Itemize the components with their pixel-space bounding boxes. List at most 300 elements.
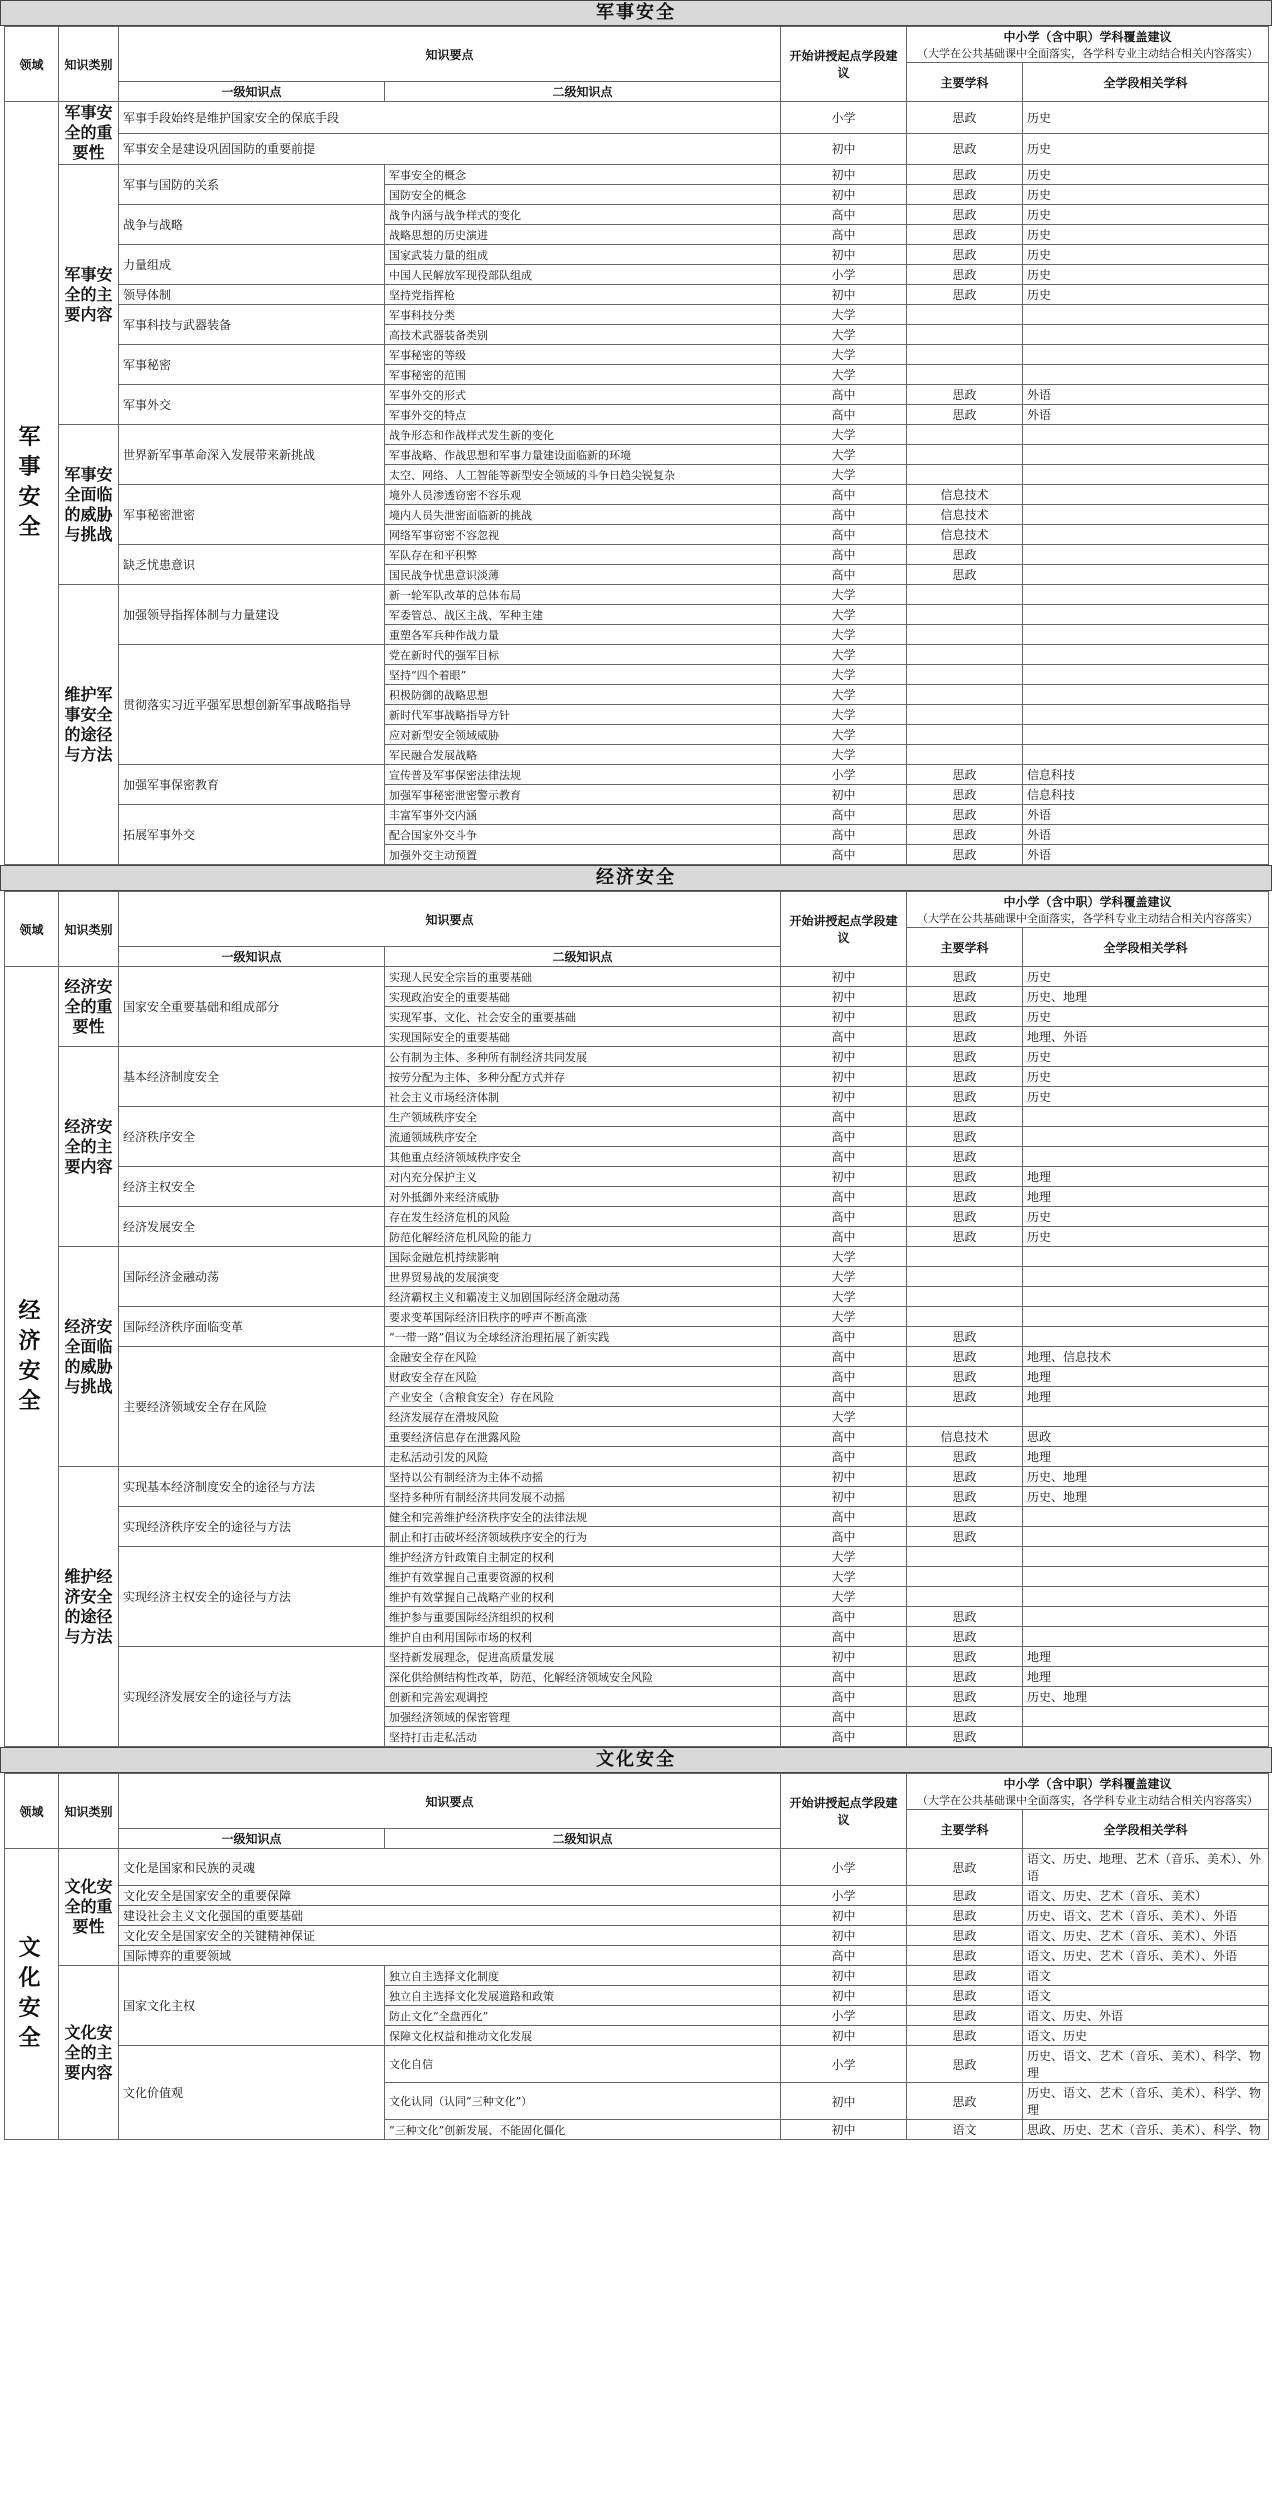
main-subject xyxy=(907,685,1023,705)
level2-point: 世界贸易战的发展演变 xyxy=(385,1267,781,1287)
start-stage: 小学 xyxy=(781,265,907,285)
table-row xyxy=(5,1307,1269,1327)
table-row xyxy=(5,345,1269,365)
related-subjects: 历史、语文、艺术（音乐、美术）、科学、物理 xyxy=(1023,2046,1269,2083)
level1-point: 文化安全是国家安全的重要保障 xyxy=(119,1886,781,1906)
start-stage: 大学 xyxy=(781,305,907,325)
header-level1: 一级知识点 xyxy=(119,1829,385,1849)
main-subject: 思政 xyxy=(907,805,1023,825)
level2-point: 其他重点经济领域秩序安全 xyxy=(385,1147,781,1167)
start-stage: 大学 xyxy=(781,1247,907,1267)
related-subjects: 语文、历史、地理、艺术（音乐、美术）、外语 xyxy=(1023,1849,1269,1886)
related-subjects: 语文 xyxy=(1023,1966,1269,1986)
level2-point: 按劳分配为主体、多种分配方式并存 xyxy=(385,1067,781,1087)
start-stage: 高中 xyxy=(781,1327,907,1347)
main-subject: 思政 xyxy=(907,987,1023,1007)
related-subjects xyxy=(1023,365,1269,385)
section-title: 经济安全 xyxy=(0,865,1272,891)
level2-point: 维护自由利用国际市场的权利 xyxy=(385,1627,781,1647)
related-subjects xyxy=(1023,325,1269,345)
level2-point: 独立自主选择文化制度 xyxy=(385,1966,781,1986)
level2-point: “一带一路”倡议为全球经济治理拓展了新实践 xyxy=(385,1327,781,1347)
related-subjects: 历史 xyxy=(1023,205,1269,225)
start-stage: 初中 xyxy=(781,2083,907,2120)
header-category: 知识类别 xyxy=(59,27,119,102)
level2-point: 军民融合发展战略 xyxy=(385,745,781,765)
level2-point: 军队存在和平积弊 xyxy=(385,545,781,565)
related-subjects xyxy=(1023,1507,1269,1527)
level2-point: 公有制为主体、多种所有制经济共同发展 xyxy=(385,1047,781,1067)
start-stage: 高中 xyxy=(781,385,907,405)
start-stage: 大学 xyxy=(781,745,907,765)
related-subjects: 地理 xyxy=(1023,1647,1269,1667)
table-row xyxy=(5,1207,1269,1227)
table-row xyxy=(5,1886,1269,1906)
related-subjects: 地理 xyxy=(1023,1167,1269,1187)
main-subject xyxy=(907,1547,1023,1567)
start-stage: 大学 xyxy=(781,325,907,345)
header-coverage-title: 中小学（含中职）学科覆盖建议 xyxy=(1003,30,1172,44)
domain-cell: 文化安全 xyxy=(5,1849,59,2140)
start-stage: 高中 xyxy=(781,1187,907,1207)
start-stage: 高中 xyxy=(781,825,907,845)
level2-point: 经济霸权主义和霸凌主义加剧国际经济金融动荡 xyxy=(385,1287,781,1307)
related-subjects xyxy=(1023,1607,1269,1627)
level2-point: 生产领域秩序安全 xyxy=(385,1107,781,1127)
main-subject: 思政 xyxy=(907,1147,1023,1167)
header-all-subjects: 全学段相关学科 xyxy=(1023,928,1269,967)
start-stage: 大学 xyxy=(781,1567,907,1587)
main-subject: 思政 xyxy=(907,102,1023,134)
level2-point: 维护参与重要国际经济组织的权利 xyxy=(385,1607,781,1627)
start-stage: 初中 xyxy=(781,1047,907,1067)
start-stage: 小学 xyxy=(781,765,907,785)
level2-point: 财政安全存在风险 xyxy=(385,1367,781,1387)
start-stage: 大学 xyxy=(781,1287,907,1307)
level2-point: 国家武装力量的组成 xyxy=(385,245,781,265)
table-row xyxy=(5,585,1269,605)
start-stage: 高中 xyxy=(781,1627,907,1647)
level2-point: 保障文化权益和推动文化发展 xyxy=(385,2026,781,2046)
level2-point: 实现人民安全宗旨的重要基础 xyxy=(385,967,781,987)
start-stage: 大学 xyxy=(781,645,907,665)
related-subjects: 历史 xyxy=(1023,1067,1269,1087)
start-stage: 初中 xyxy=(781,967,907,987)
main-subject xyxy=(907,645,1023,665)
related-subjects xyxy=(1023,665,1269,685)
header-domain: 领域 xyxy=(5,1774,59,1849)
related-subjects: 信息科技 xyxy=(1023,785,1269,805)
category-cell: 经济安全的重要性 xyxy=(59,967,119,1047)
level2-point: 经济发展存在滑坡风险 xyxy=(385,1407,781,1427)
start-stage: 小学 xyxy=(781,102,907,134)
related-subjects xyxy=(1023,1547,1269,1567)
start-stage: 高中 xyxy=(781,485,907,505)
start-stage: 大学 xyxy=(781,625,907,645)
category-cell: 军事安全的主要内容 xyxy=(59,165,119,425)
related-subjects: 地理 xyxy=(1023,1667,1269,1687)
level2-point: 战争内涵与战争样式的变化 xyxy=(385,205,781,225)
start-stage: 大学 xyxy=(781,1307,907,1327)
start-stage: 小学 xyxy=(781,2006,907,2026)
header-level2: 二级知识点 xyxy=(385,1829,781,1849)
main-subject: 思政 xyxy=(907,1926,1023,1946)
header-level1: 一级知识点 xyxy=(119,82,385,102)
related-subjects: 历史 xyxy=(1023,285,1269,305)
start-stage: 高中 xyxy=(781,1147,907,1167)
related-subjects: 语文、历史、艺术（音乐、美术）、外语 xyxy=(1023,1926,1269,1946)
header-main-subject: 主要学科 xyxy=(907,928,1023,967)
related-subjects: 地理 xyxy=(1023,1387,1269,1407)
main-subject: 思政 xyxy=(907,1849,1023,1886)
level2-point: 深化供给侧结构性改革，防范、化解经济领域安全风险 xyxy=(385,1667,781,1687)
header-coverage xyxy=(907,1774,1269,1810)
table-row xyxy=(5,1926,1269,1946)
related-subjects: 外语 xyxy=(1023,805,1269,825)
level2-point: 军事秘密的范围 xyxy=(385,365,781,385)
level2-point: 实现政治安全的重要基础 xyxy=(385,987,781,1007)
main-subject xyxy=(907,325,1023,345)
start-stage: 高中 xyxy=(781,1667,907,1687)
header-domain: 领域 xyxy=(5,27,59,102)
start-stage: 大学 xyxy=(781,1547,907,1567)
related-subjects: 历史、语文、艺术（音乐、美术）、外语 xyxy=(1023,1906,1269,1926)
level2-point: 境外人员渗透窃密不容乐观 xyxy=(385,485,781,505)
level1-point: 文化是国家和民族的灵魂 xyxy=(119,1849,781,1886)
main-subject: 信息技术 xyxy=(907,1427,1023,1447)
category-cell: 军事安全的重要性 xyxy=(59,102,119,165)
table-row xyxy=(5,1247,1269,1267)
header-row xyxy=(5,1774,1269,1810)
table-row xyxy=(5,133,1269,165)
level1-point: 经济发展安全 xyxy=(119,1207,385,1247)
main-subject: 思政 xyxy=(907,845,1023,865)
level2-point: 军事外交的特点 xyxy=(385,405,781,425)
main-subject xyxy=(907,1267,1023,1287)
related-subjects: 历史 xyxy=(1023,165,1269,185)
main-subject: 思政 xyxy=(907,1687,1023,1707)
header-domain: 领域 xyxy=(5,892,59,967)
main-subject xyxy=(907,625,1023,645)
main-subject: 思政 xyxy=(907,565,1023,585)
start-stage: 高中 xyxy=(781,1427,907,1447)
table-row xyxy=(5,2046,1269,2083)
main-subject xyxy=(907,345,1023,365)
related-subjects: 历史 xyxy=(1023,225,1269,245)
domain-cell: 军事安全 xyxy=(5,102,59,865)
table-row xyxy=(5,1167,1269,1187)
level1-point: 缺乏忧患意识 xyxy=(119,545,385,585)
table-row xyxy=(5,1906,1269,1926)
table-row xyxy=(5,1946,1269,1966)
level2-point: 配合国家外交斗争 xyxy=(385,825,781,845)
level2-point: 维护有效掌握自己战略产业的权利 xyxy=(385,1587,781,1607)
start-stage: 高中 xyxy=(781,1727,907,1747)
section-title: 军事安全 xyxy=(0,0,1272,26)
header-category: 知识类别 xyxy=(59,1774,119,1849)
related-subjects xyxy=(1023,585,1269,605)
level1-point: 军事科技与武器装备 xyxy=(119,305,385,345)
main-subject xyxy=(907,445,1023,465)
level2-point: 实现国际安全的重要基础 xyxy=(385,1027,781,1047)
related-subjects xyxy=(1023,1107,1269,1127)
knowledge-table xyxy=(4,891,1269,1747)
start-stage: 初中 xyxy=(781,1087,907,1107)
start-stage: 高中 xyxy=(781,1207,907,1227)
start-stage: 初中 xyxy=(781,1167,907,1187)
level2-point: 宣传普及军事保密法律法规 xyxy=(385,765,781,785)
level1-point: 实现基本经济制度安全的途径与方法 xyxy=(119,1467,385,1507)
related-subjects: 历史 xyxy=(1023,1047,1269,1067)
table-row xyxy=(5,1347,1269,1367)
table-row xyxy=(5,165,1269,185)
level1-point: 军事秘密 xyxy=(119,345,385,385)
table-row xyxy=(5,967,1269,987)
main-subject: 思政 xyxy=(907,1027,1023,1047)
related-subjects: 外语 xyxy=(1023,385,1269,405)
related-subjects: 历史、地理 xyxy=(1023,1687,1269,1707)
main-subject xyxy=(907,465,1023,485)
level1-point: 实现经济主权安全的途径与方法 xyxy=(119,1547,385,1647)
table-row xyxy=(5,1547,1269,1567)
header-coverage-note: （大学在公共基础课中全面落实，各学科专业主动结合相关内容落实） xyxy=(917,1794,1259,1807)
level2-point: 高技术武器装备类别 xyxy=(385,325,781,345)
main-subject xyxy=(907,605,1023,625)
level2-point: 加强外交主动预置 xyxy=(385,845,781,865)
start-stage: 大学 xyxy=(781,605,907,625)
level2-point: 坚持以公有制经济为主体不动摇 xyxy=(385,1467,781,1487)
start-stage: 高中 xyxy=(781,1387,907,1407)
related-subjects xyxy=(1023,705,1269,725)
related-subjects: 地理 xyxy=(1023,1367,1269,1387)
related-subjects: 历史、地理 xyxy=(1023,987,1269,1007)
related-subjects xyxy=(1023,1707,1269,1727)
related-subjects: 外语 xyxy=(1023,405,1269,425)
level2-point: 战略思想的历史演进 xyxy=(385,225,781,245)
start-stage: 高中 xyxy=(781,1527,907,1547)
related-subjects xyxy=(1023,525,1269,545)
related-subjects: 历史 xyxy=(1023,265,1269,285)
table-row xyxy=(5,805,1269,825)
category-cell: 经济安全面临的威胁与挑战 xyxy=(59,1247,119,1467)
level2-point: “三种文化”创新发展、不能固化僵化 xyxy=(385,2120,781,2140)
related-subjects: 历史 xyxy=(1023,967,1269,987)
main-subject xyxy=(907,1287,1023,1307)
table-row xyxy=(5,102,1269,134)
related-subjects: 地理 xyxy=(1023,1447,1269,1467)
related-subjects xyxy=(1023,1567,1269,1587)
header-coverage xyxy=(907,27,1269,63)
table-row xyxy=(5,205,1269,225)
related-subjects: 语文、历史、外语 xyxy=(1023,2006,1269,2026)
level2-point: 制止和打击破坏经济领域秩序安全的行为 xyxy=(385,1527,781,1547)
level2-point: 军委管总、战区主战、军种主建 xyxy=(385,605,781,625)
start-stage: 初中 xyxy=(781,987,907,1007)
level2-point: 文化自信 xyxy=(385,2046,781,2083)
level2-point: 对外抵御外来经济威胁 xyxy=(385,1187,781,1207)
main-subject: 思政 xyxy=(907,1187,1023,1207)
level1-point: 经济主权安全 xyxy=(119,1167,385,1207)
level2-point: 境内人员失泄密面临新的挑战 xyxy=(385,505,781,525)
level2-point: 实现军事、文化、社会安全的重要基础 xyxy=(385,1007,781,1027)
level2-point: 对内充分保护主义 xyxy=(385,1167,781,1187)
main-subject xyxy=(907,425,1023,445)
level2-point: 太空、网络、人工智能等新型安全领域的斗争日趋尖锐复杂 xyxy=(385,465,781,485)
main-subject: 思政 xyxy=(907,1447,1023,1467)
level2-point: 坚持新发展理念，促进高质量发展 xyxy=(385,1647,781,1667)
start-stage: 大学 xyxy=(781,665,907,685)
start-stage: 初中 xyxy=(781,1467,907,1487)
level2-point: 丰富军事外交内涵 xyxy=(385,805,781,825)
related-subjects: 历史 xyxy=(1023,1007,1269,1027)
related-subjects xyxy=(1023,1327,1269,1347)
start-stage: 初中 xyxy=(781,1647,907,1667)
level1-point: 国际博弈的重要领域 xyxy=(119,1946,781,1966)
level1-point: 基本经济制度安全 xyxy=(119,1047,385,1107)
category-cell: 维护军事安全的途径与方法 xyxy=(59,585,119,865)
level2-point: 创新和完善宏观调控 xyxy=(385,1687,781,1707)
main-subject: 思政 xyxy=(907,405,1023,425)
start-stage: 高中 xyxy=(781,225,907,245)
start-stage: 高中 xyxy=(781,1507,907,1527)
main-subject: 思政 xyxy=(907,1167,1023,1187)
related-subjects xyxy=(1023,445,1269,465)
main-subject xyxy=(907,1307,1023,1327)
level1-point: 国家安全重要基础和组成部分 xyxy=(119,967,385,1047)
related-subjects: 地理、外语 xyxy=(1023,1027,1269,1047)
start-stage: 高中 xyxy=(781,565,907,585)
related-subjects xyxy=(1023,745,1269,765)
table-row xyxy=(5,1647,1269,1667)
knowledge-table xyxy=(4,1773,1269,2140)
level2-point: 加强经济领域的保密管理 xyxy=(385,1707,781,1727)
level1-point: 加强军事保密教育 xyxy=(119,765,385,805)
main-subject: 思政 xyxy=(907,1727,1023,1747)
related-subjects xyxy=(1023,565,1269,585)
main-subject xyxy=(907,1567,1023,1587)
main-subject: 思政 xyxy=(907,1986,1023,2006)
related-subjects xyxy=(1023,1307,1269,1327)
level2-point: 要求变革国际经济旧秩序的呼声不断高涨 xyxy=(385,1307,781,1327)
related-subjects xyxy=(1023,1147,1269,1167)
start-stage: 小学 xyxy=(781,2046,907,2083)
related-subjects xyxy=(1023,1527,1269,1547)
main-subject: 思政 xyxy=(907,1347,1023,1367)
header-start: 开始讲授起点学段建议 xyxy=(781,27,907,102)
related-subjects: 历史 xyxy=(1023,1087,1269,1107)
start-stage: 大学 xyxy=(781,585,907,605)
start-stage: 大学 xyxy=(781,685,907,705)
level2-point: 军事外交的形式 xyxy=(385,385,781,405)
related-subjects xyxy=(1023,1407,1269,1427)
main-subject: 语文 xyxy=(907,2120,1023,2140)
related-subjects xyxy=(1023,305,1269,325)
level2-point: 独立自主选择文化发展道路和政策 xyxy=(385,1986,781,2006)
main-subject: 思政 xyxy=(907,1387,1023,1407)
related-subjects xyxy=(1023,345,1269,365)
related-subjects: 历史 xyxy=(1023,133,1269,165)
main-subject: 思政 xyxy=(907,1367,1023,1387)
start-stage: 初中 xyxy=(781,785,907,805)
related-subjects xyxy=(1023,605,1269,625)
start-stage: 高中 xyxy=(781,525,907,545)
start-stage: 初中 xyxy=(781,1007,907,1027)
category-cell: 文化安全的主要内容 xyxy=(59,1966,119,2140)
start-stage: 初中 xyxy=(781,1487,907,1507)
start-stage: 高中 xyxy=(781,1107,907,1127)
level2-point: 健全和完善维护经济秩序安全的法律法规 xyxy=(385,1507,781,1527)
level2-point: 中国人民解放军现役部队组成 xyxy=(385,265,781,285)
table-row xyxy=(5,485,1269,505)
level1-point: 军事秘密泄密 xyxy=(119,485,385,545)
header-level2: 二级知识点 xyxy=(385,947,781,967)
main-subject xyxy=(907,1587,1023,1607)
related-subjects: 语文、历史 xyxy=(1023,2026,1269,2046)
header-coverage xyxy=(907,892,1269,928)
related-subjects: 历史 xyxy=(1023,185,1269,205)
table-row xyxy=(5,1849,1269,1886)
related-subjects: 历史、语文、艺术（音乐、美术）、科学、物理 xyxy=(1023,2083,1269,2120)
related-subjects: 思政、历史、艺术（音乐、美术）、科学、物 xyxy=(1023,2120,1269,2140)
category-cell: 经济安全的主要内容 xyxy=(59,1047,119,1247)
table-row xyxy=(5,645,1269,665)
start-stage: 高中 xyxy=(781,1347,907,1367)
level2-point: 文化认同（认同“三种文化”） xyxy=(385,2083,781,2120)
main-subject: 信息技术 xyxy=(907,525,1023,545)
level2-point: 坚持打击走私活动 xyxy=(385,1727,781,1747)
related-subjects xyxy=(1023,625,1269,645)
main-subject: 思政 xyxy=(907,1707,1023,1727)
table-row xyxy=(5,385,1269,405)
start-stage: 大学 xyxy=(781,445,907,465)
level2-point: 存在发生经济危机的风险 xyxy=(385,1207,781,1227)
main-subject xyxy=(907,665,1023,685)
level1-point: 军事安全是建设巩固国防的重要前提 xyxy=(119,133,781,165)
related-subjects: 历史 xyxy=(1023,245,1269,265)
table-row xyxy=(5,285,1269,305)
table-row xyxy=(5,545,1269,565)
header-level2: 二级知识点 xyxy=(385,82,781,102)
start-stage: 大学 xyxy=(781,705,907,725)
main-subject: 思政 xyxy=(907,1906,1023,1926)
level2-point: 维护经济方针政策自主制定的权利 xyxy=(385,1547,781,1567)
related-subjects: 语文、历史、艺术（音乐、美术） xyxy=(1023,1886,1269,1906)
table-row xyxy=(5,1966,1269,1986)
level2-point: 应对新型安全领域威胁 xyxy=(385,725,781,745)
main-subject: 信息技术 xyxy=(907,485,1023,505)
main-subject: 思政 xyxy=(907,2026,1023,2046)
related-subjects xyxy=(1023,1247,1269,1267)
header-points: 知识要点 xyxy=(119,27,781,82)
related-subjects: 语文 xyxy=(1023,1986,1269,2006)
domain-cell: 经济安全 xyxy=(5,967,59,1747)
category-cell: 军事安全面临的威胁与挑战 xyxy=(59,425,119,585)
related-subjects xyxy=(1023,1587,1269,1607)
level2-point: 流通领域秩序安全 xyxy=(385,1127,781,1147)
level2-point: 积极防御的战略思想 xyxy=(385,685,781,705)
start-stage: 大学 xyxy=(781,1267,907,1287)
main-subject: 思政 xyxy=(907,165,1023,185)
level2-point: 国防安全的概念 xyxy=(385,185,781,205)
main-subject: 思政 xyxy=(907,385,1023,405)
level1-point: 战争与战略 xyxy=(119,205,385,245)
main-subject: 思政 xyxy=(907,1946,1023,1966)
main-subject: 思政 xyxy=(907,1087,1023,1107)
main-subject: 思政 xyxy=(907,545,1023,565)
section-title: 文化安全 xyxy=(0,1747,1272,1773)
main-subject: 思政 xyxy=(907,1667,1023,1687)
main-subject: 思政 xyxy=(907,1127,1023,1147)
